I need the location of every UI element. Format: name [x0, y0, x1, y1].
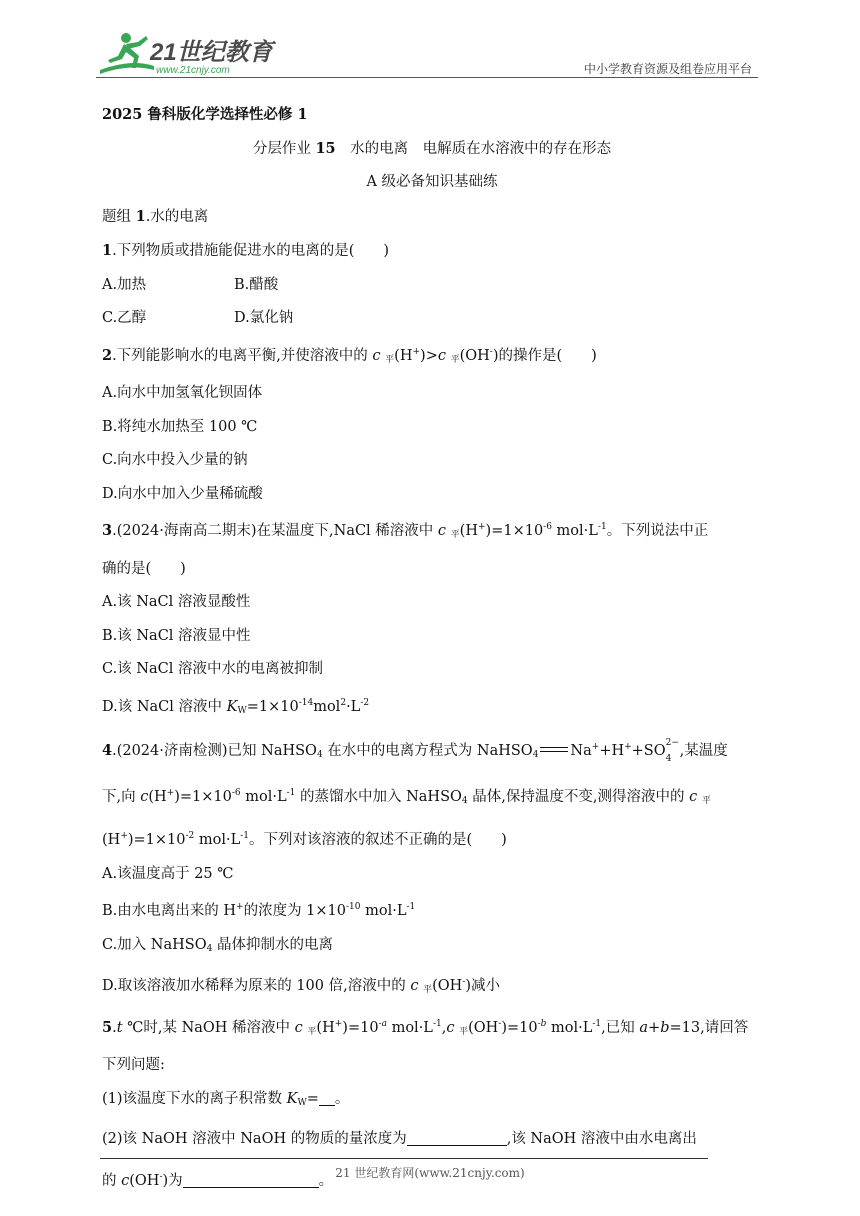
question-1-stem: 1.下列物质或措施能促进水的电离的是( ): [102, 242, 390, 259]
platform-name: 中小学教育资源及组卷应用平台: [583, 62, 752, 76]
question-4-stem-cont-2: $(H^+)=1\times 10^{-2}$ $mol\cdot L^{-1}$。下列对该溶液的叙述不正确的是( ): [102, 831, 507, 848]
question-3-stem: 3.(2024·海南高二期末)在某温度下,NaCl 稀溶液中 c $_平(H^+)=1\times 10^{-6}$ $mol\cdot L^{-1}$。下列说法中正: [102, 522, 709, 540]
runner-icon: [100, 33, 154, 74]
equals-arrow-icon: [540, 747, 568, 752]
question-3-option-c: C.该 NaCl 溶液中水的电离被抑制: [102, 661, 323, 677]
question-2-option-d: D.向水中加入少量稀硫酸: [102, 485, 263, 502]
question-3-option-b: B.该 NaCl 溶液显中性: [102, 627, 251, 644]
question-5-stem-cont: 下列问题:: [102, 1057, 165, 1073]
question-4-option-d: D.取该溶液加水稀释为原来的 100 倍,溶液中的 c $_平$(OH-)减小: [102, 977, 501, 995]
assignment-title: 分层作业 15 水的电离 电解质在水溶液中的存在形态: [252, 139, 612, 157]
question-4-stem: 4.(2024·济南检测)已知 NaHSO$_4$ 在水中的电离方程式为 NaHSO$_4$ Na++H++SO 2− 4 ,某温度: [102, 738, 728, 764]
svg-text:www.21cnjy.com: www.21cnjy.com: [156, 65, 230, 76]
question-4-option-a: A.该温度高于 25 ℃: [102, 865, 234, 882]
question-4-option-c: C.加入 NaHSO$_4$ 晶体抑制水的电离: [102, 936, 333, 954]
level-heading: A 级必备知识基础练: [366, 174, 498, 190]
footer-divider: [100, 1158, 708, 1159]
question-3-option-d: D.该 NaCl 溶液中 $K_W=1\times 10^{-14}mol^2\cdot L^{-2}$: [102, 697, 370, 716]
page-footer: 21 世纪教育网(www.21cnjy.com): [335, 1166, 525, 1180]
question-2-stem: 2.下列能影响水的电离平衡,并使溶液中的 c $_平$(H+)>c $_平$(OH-)的操作是( ): [102, 346, 597, 365]
svg-text:21世纪教育: 21世纪教育: [150, 39, 273, 66]
answer-blank-1[interactable]: [319, 1091, 335, 1106]
question-2-option-c: C.向水中投入少量的钠: [102, 452, 248, 468]
question-4-option-b: B.由水电离出来的 H+的浓度为 $1\times 10^{-10}$ $mol\cdot L^{-1}$: [102, 902, 416, 919]
logo: [96, 30, 273, 76]
book-title: 2025 鲁科版化学选择性必修 1: [102, 106, 308, 123]
answer-blank-2[interactable]: [407, 1131, 507, 1146]
question-5-part-2: (2)该 NaOH 溶液中 NaOH 的物质的量浓度为 ,该 NaOH 溶液中由水电离出: [102, 1131, 697, 1147]
document-body: [102, 98, 762, 1200]
question-2-option-b: B.将纯水加热至 100 ℃: [102, 418, 258, 435]
question-4-stem-cont-1: 下,向 $c(H^+)=1\times 10^{-6}$ $mol\cdot L^{-1}$ 的蒸馏水中加入 NaHSO$_4$ 晶体,保持温度不变,测得溶液中的 c $_平$: [102, 788, 711, 806]
question-3-option-a: A.该 NaCl 溶液显酸性: [102, 594, 251, 610]
question-1-options-cd: C.乙醇 D.氯化钠: [102, 310, 294, 326]
question-5-stem: 5.t ℃时,某 NaOH 稀溶液中 c $_平(H^+)=10^{-a}$ $mol\cdot L^{-1},c$ $_平(OH^-)=10^{-b}$ $mol\cdot L^{-1}$,已知 a+b=13,请回答: [102, 1018, 749, 1037]
question-3-stem-cont: 确的是( ): [102, 560, 186, 577]
page-header: [96, 30, 758, 78]
question-5-part-2-cont: 的 c(OH-)为 。: [102, 1172, 334, 1189]
question-2-option-a: A.向水中加氢氧化钡固体: [102, 385, 263, 401]
header-divider: [96, 77, 758, 78]
question-5-part-1: (1)该温度下水的离子积常数 $K_W=$ 。: [102, 1090, 350, 1108]
group-heading: 题组 1.水的电离: [102, 207, 209, 225]
question-1-options-ab: A.加热 B.醋酸: [102, 276, 279, 293]
